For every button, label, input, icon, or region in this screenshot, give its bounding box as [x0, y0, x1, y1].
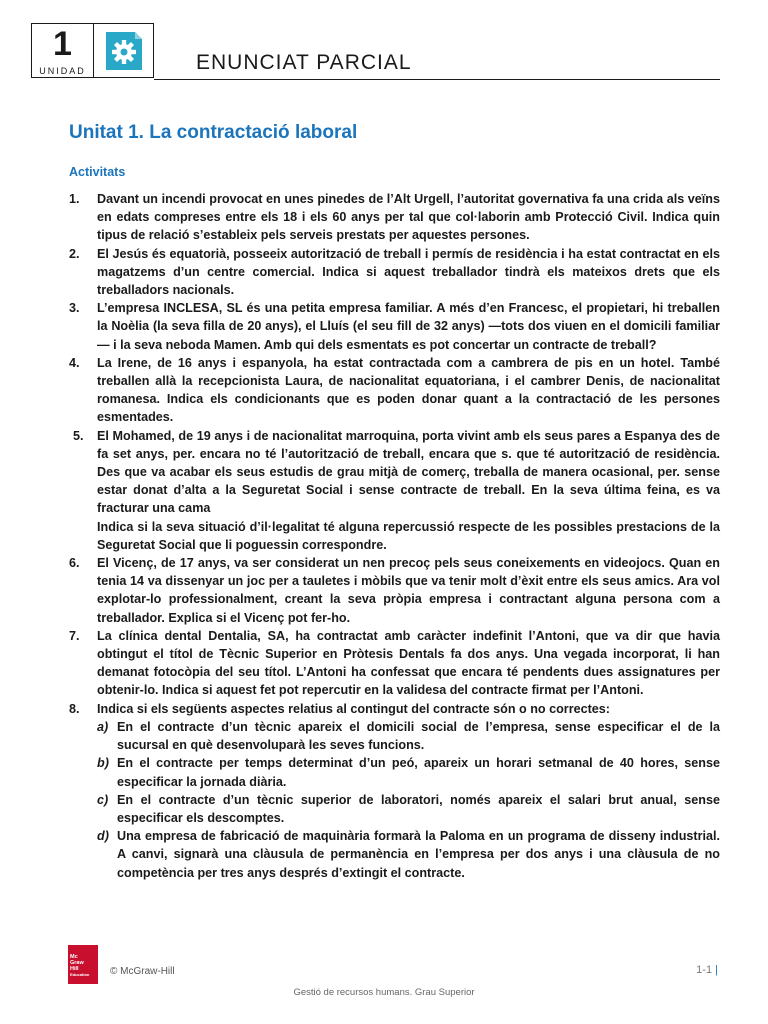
unit-word: UNIDAD [39, 66, 86, 76]
activity-item [69, 299, 720, 354]
activity-text: L’empresa INCLESA, SL és una petita empresa familiar. A més d’en Francesc, el propietari, hi treballen la Noèlia (la seva filla de 20 anys), el Lluís (el seu fill de 32 anys) —tots dos viuen en el domicili familiar— i la seva neboda Mamen. Amb qui dels esmentats es pot concertar un contracte de treball? [97, 301, 720, 352]
activity-number: 7. [69, 628, 80, 643]
unit-title: Unitat 1. La contractació laboral [69, 122, 358, 143]
sub-item-text: En el contracte d’un tècnic superior de laboratori, només apareix el salari brut anual, sense especificar els descomptes. [117, 792, 720, 825]
activity-number: 6. [69, 556, 80, 571]
copyright: © McGraw-Hill [110, 966, 175, 977]
sub-item-text: Una empresa de fabricació de maquinària formarà la Paloma en un programa de disseny industrial. A canvi, signarà una clàusula de permanència en l’empresa per dos anys i una clàusula de no competència per tres anys després d’extingit el contracte. [117, 829, 720, 880]
unit-icon-box [94, 23, 154, 78]
gear-icon [106, 32, 142, 70]
sub-item-text: En el contracte d’un tècnic apareix el domicili social de l’empresa, sense especificar el de la sucursal en què desenvoluparà les seves funcions. [117, 719, 720, 753]
activity-item [69, 245, 720, 300]
sub-item [97, 827, 720, 882]
activity-number: 8. [69, 701, 80, 716]
sub-item [97, 754, 720, 790]
document-title: ENUNCIAT PARCIAL [196, 51, 412, 74]
activity-item [69, 554, 720, 627]
activity-item [69, 190, 720, 245]
sub-item-letter: d) [97, 829, 109, 844]
activity-text: El Jesús és equatorià, posseeix autorització de treball i permís de residència i ha estat contractat en els magatzems d’un centre comercial. Indica si aquest treballador tindrà els mateixos drets que els treballadors nacionals. [97, 246, 720, 298]
activity-text: La clínica dental Dentalia, SA, ha contractat amb caràcter indefinit l’Antoni, que va dir que havia obtingut el títol de Tècnic Superior en Pròtesis Dentals fa dos anys. Una vegada incorporat, li han demanat fotocòpia del seu títol. L’Antoni ha confessat que encara té pendents dues assignatures per obtenir-lo. Indica si aquest fet pot repercutir en la validesa del contracte firmat per l’Antoni. [97, 628, 720, 698]
activity-text: Indica si els següents aspectes relatius al contingut del contracte són o no correctes: [97, 701, 610, 716]
activity-question: Indica si la seva situació d’il·legalitat té alguna repercussió respecte de les possibles prestacions de la Seguretat Social que li poguessin correspondre. [97, 519, 720, 552]
unit-badge [31, 23, 94, 78]
section-label: Activitats [69, 165, 126, 179]
sub-item-text: En el contracte per temps determinat d’un peó, apareix un horari setmanal de 40 hores, sense especificar la jornada diària. [117, 756, 720, 789]
book-title: Gestió de recursos humans. Grau Superior [293, 987, 475, 998]
activity-item [69, 700, 720, 882]
title-divider [154, 79, 720, 80]
activity-item [69, 627, 720, 700]
page-number [696, 964, 718, 976]
page-separator: | [715, 964, 718, 976]
unit-number: 1 [53, 25, 72, 63]
activity-number: 3. [69, 301, 80, 316]
activity-number: 5. [73, 428, 84, 443]
activity-text: El Vicenç, de 17 anys, va ser considerat un nen precoç pels seus coneixements en videojocs. Quan en tenia 14 va dissenyar un joc per a tauletes i mòbils que va tenir molt d’èxit entre els seus amics. Ara vol explotar-lo professionalment, creant la seva pròpia empresa i contractant alguna persona com a treballador. Explica si el Vicenç pot fer-ho. [97, 556, 720, 625]
publisher-logo: Mc Graw Hill Education [68, 945, 98, 984]
activity-item [69, 354, 720, 427]
sub-item-letter: a) [97, 719, 109, 734]
sub-item [97, 791, 720, 827]
activities-list [69, 190, 720, 882]
page-number-value: 1-1 [696, 964, 713, 976]
activity-text: El Mohamed, de 19 anys i de nacionalitat marroquina, porta vivint amb els seus pares a Espanya des de fa set anys, per. encara no té l’autorització de treball, encara que s. que té autorització de residència. Des que va acabar els seus estudis de grau mitjà de comerç, treballa de manera ocasional, per. sense estar donat d’alta a la Seguretat Social i sense contracte de treball. En la seva última feina, es va fracturar una cama [97, 428, 720, 516]
activity-item [69, 427, 720, 554]
activity-text: La Irene, de 16 anys i espanyola, ha estat contractada com a cambrera de pis en un hotel. També treballen allà la recepcionista Laura, de nacionalitat equatoriana, i el cambrer Denis, de nacionalitat romanesa. Indica els condicionants que es poden donar quant a la contractació de les persones esmentades. [97, 355, 720, 425]
sub-item-letter: b) [97, 756, 109, 771]
activity-number: 1. [69, 192, 80, 206]
sub-item [97, 718, 720, 754]
activity-number: 2. [69, 246, 80, 261]
activity-number: 4. [69, 355, 80, 370]
activity-text: Davant un incendi provocat en unes pinedes de l’Alt Urgell, l’autoritat governativa fa una crida als veïns en edats compreses entre els 18 i els 60 anys per tal que col·laborin amb Protecció Civil. Indica quin tipus de relació s’estableix pels serveis prestats per aquestes persones. [97, 192, 720, 243]
sub-item-letter: c) [97, 792, 109, 807]
